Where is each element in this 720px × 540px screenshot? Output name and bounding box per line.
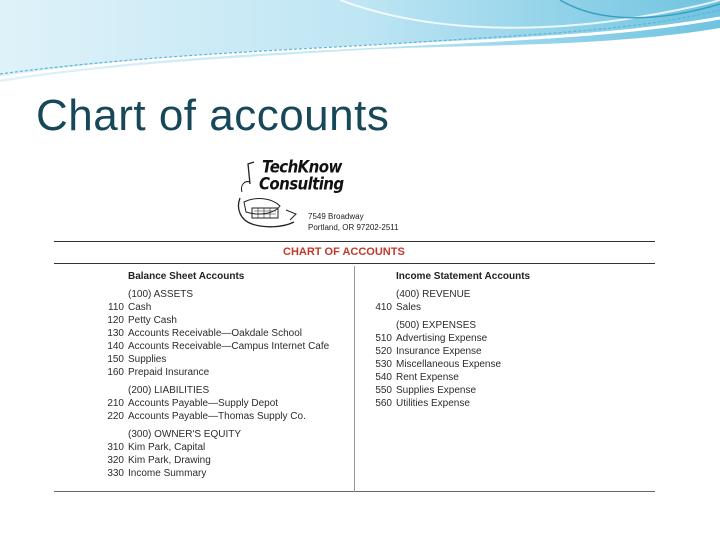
account-row <box>98 301 348 314</box>
account-name: Supplies Expense <box>396 385 477 396</box>
chart-of-accounts-document <box>54 156 655 493</box>
account-row <box>366 358 646 371</box>
top-rule <box>54 241 655 242</box>
slide-title: Chart of accounts <box>36 91 390 140</box>
income-statement-heading: Income Statement Accounts <box>396 271 531 282</box>
account-row <box>98 454 348 467</box>
section-heading: (300) OWNER'S EQUITY <box>128 429 242 440</box>
document-title: CHART OF ACCOUNTS <box>283 246 405 258</box>
account-number: 510 <box>375 333 392 344</box>
account-row <box>366 384 646 397</box>
account-number: 150 <box>107 354 124 365</box>
account-name: Accounts Receivable—Oakdale School <box>128 328 302 339</box>
address-city: Portland, OR 97202-2511 <box>308 223 399 232</box>
account-row <box>366 397 646 410</box>
account-name: Prepaid Insurance <box>128 367 210 378</box>
account-name: Income Summary <box>128 468 207 479</box>
section-heading: (100) ASSETS <box>128 289 194 300</box>
account-number: 560 <box>375 398 392 409</box>
account-name: Accounts Payable—Thomas Supply Co. <box>128 411 306 422</box>
account-number: 130 <box>107 328 124 339</box>
account-number: 540 <box>375 372 392 383</box>
account-name: Advertising Expense <box>396 333 488 344</box>
address-street: 7549 Broadway <box>308 212 364 221</box>
account-name: Utilities Expense <box>396 398 470 409</box>
account-number: 330 <box>107 468 124 479</box>
account-row <box>98 353 348 366</box>
account-row <box>98 314 348 327</box>
account-name: Kim Park, Capital <box>128 442 206 453</box>
account-name: Insurance Expense <box>396 346 482 357</box>
logo-text-line2: Consulting <box>259 173 344 195</box>
section-heading: (500) EXPENSES <box>396 320 477 331</box>
account-number: 160 <box>107 367 124 378</box>
account-number: 210 <box>107 398 124 409</box>
account-number: 520 <box>375 346 392 357</box>
logo-text-line1: TechKnow <box>262 156 342 178</box>
title-rule <box>54 263 655 264</box>
income-statement-list <box>366 288 646 410</box>
section-heading: (400) REVENUE <box>396 289 471 300</box>
account-name: Supplies <box>128 354 167 365</box>
account-name: Petty Cash <box>128 315 177 326</box>
account-number: 120 <box>107 315 124 326</box>
account-number: 410 <box>375 302 392 313</box>
account-number: 140 <box>107 341 124 352</box>
column-divider <box>354 266 355 492</box>
account-row <box>366 332 646 345</box>
account-row <box>366 301 646 314</box>
account-number: 530 <box>375 359 392 370</box>
account-row <box>366 371 646 384</box>
account-row <box>98 340 348 353</box>
account-name: Cash <box>128 302 152 313</box>
account-name: Miscellaneous Expense <box>396 359 502 370</box>
account-row <box>98 366 348 379</box>
account-name: Kim Park, Drawing <box>128 455 211 466</box>
balance-sheet-list <box>98 288 348 480</box>
account-row <box>98 397 348 410</box>
balance-sheet-heading: Balance Sheet Accounts <box>128 271 245 282</box>
account-number: 310 <box>107 442 124 453</box>
account-row <box>98 327 348 340</box>
account-name: Rent Expense <box>396 372 459 383</box>
account-name: Sales <box>396 302 422 313</box>
account-row <box>98 410 348 423</box>
section-heading: (200) LIABILITIES <box>128 385 210 396</box>
account-name: Accounts Receivable—Campus Internet Cafe <box>128 341 330 352</box>
account-row <box>98 467 348 480</box>
account-number: 550 <box>375 385 392 396</box>
account-number: 110 <box>108 302 124 313</box>
account-row <box>366 345 646 358</box>
account-name: Accounts Payable—Supply Depot <box>128 398 279 409</box>
account-number: 320 <box>107 455 124 466</box>
account-number: 220 <box>107 411 124 422</box>
account-row <box>98 441 348 454</box>
